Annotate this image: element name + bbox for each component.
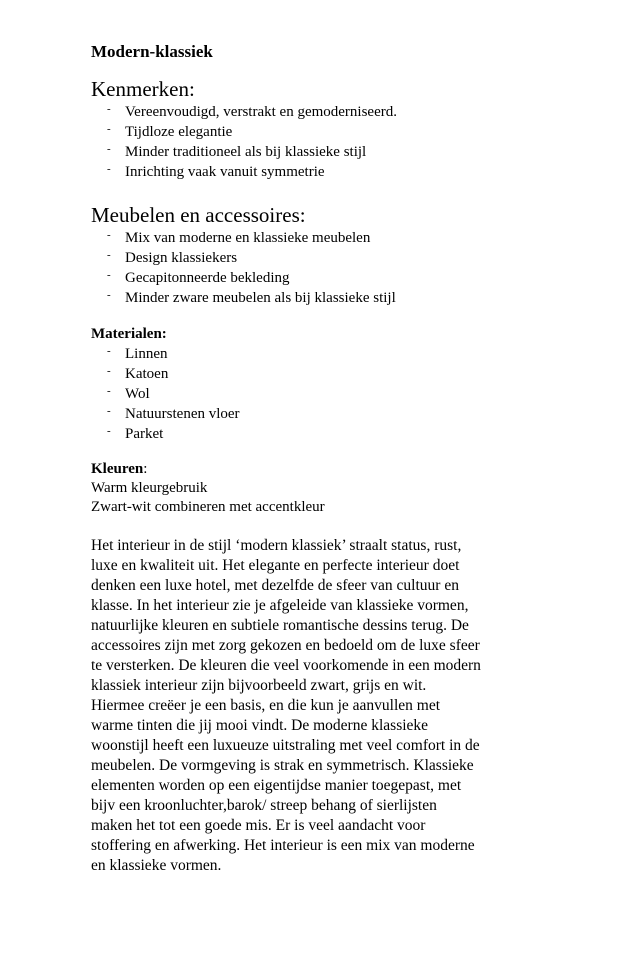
paragraph-line: en klassieke vormen. [91,857,222,874]
list-item: - Design klassiekers [91,248,611,268]
meubelen-heading: Meubelen en accessoires: [91,203,306,227]
list-item: - Linnen [91,344,611,364]
document-title: Modern-klassiek [91,42,213,61]
meubelen-list [91,228,611,308]
paragraph-line: natuurlijke kleuren en subtiele romantische dessins terug. De [91,617,469,634]
materialen-list [91,344,611,444]
list-item: - Inrichting vaak vanuit symmetrie [91,162,611,182]
kleuren-heading-label: Kleuren [91,461,144,477]
paragraph-line: warme tinten die jij mooi vindt. De moderne klassieke [91,717,429,734]
paragraph-line: accessoires zijn met zorg gekozen en bedoeld om de luxe sfeer [91,637,480,654]
paragraph-line: maken het tot een goede mis. Er is veel aandacht voor [91,817,426,834]
paragraph-line: stoffering en afwerking. Het interieur is een mix van moderne [91,837,475,854]
body-paragraph [91,536,531,876]
paragraph-line: Hiermee creëer je een basis, en die kun je aanvullen met [91,697,441,714]
document-page [91,40,611,876]
kleuren-heading [91,460,611,479]
paragraph-line: bijv een kroonluchter,barok/ streep behang of sierlijsten [91,797,437,814]
kenmerken-heading: Kenmerken: [91,77,195,101]
list-item: - Minder traditioneel als bij klassieke stijl [91,142,611,162]
kenmerken-list [91,102,611,182]
list-item: - Vereenvoudigd, verstrakt en gemoderniseerd. [91,102,611,122]
list-item: - Gecapitonneerde bekleding [91,268,611,288]
list-item: - Wol [91,384,611,404]
paragraph-line: te versterken. De kleuren die veel voorkomende in een modern [91,657,481,674]
paragraph-line: luxe en kwaliteit uit. Het elegante en perfecte interieur doet [91,557,460,574]
list-item: - Tijdloze elegantie [91,122,611,142]
paragraph-line: woonstijl heeft een luxueuze uitstraling met veel comfort in de [91,737,480,754]
paragraph-line: elementen worden op een eigentijdse manier toegepast, met [91,777,462,794]
list-item: - Katoen [91,364,611,384]
paragraph-line: denken een luxe hotel, met dezelfde de sfeer van cultuur en [91,577,459,594]
kleuren-line: Zwart-wit combineren met accentkleur [91,499,325,515]
list-item: - Mix van moderne en klassieke meubelen [91,228,611,248]
list-item: - Minder zware meubelen als bij klassieke stijl [91,288,611,308]
kleuren-line: Warm kleurgebruik [91,480,208,496]
paragraph-line: Het interieur in de stijl ‘modern klassiek’ straalt status, rust, [91,537,462,554]
list-item: - Parket [91,424,611,444]
paragraph-line: klasse. In het interieur zie je afgeleide van klassieke vormen, [91,597,469,614]
kleuren-heading-colon: : [143,461,148,477]
paragraph-line: meubelen. De vormgeving is strak en symmetrisch. Klassieke [91,757,474,774]
paragraph-line: klassiek interieur zijn bijvoorbeeld zwart, grijs en wit. [91,677,427,694]
list-item: - Natuurstenen vloer [91,404,611,424]
materialen-heading: Materialen: [91,326,167,342]
